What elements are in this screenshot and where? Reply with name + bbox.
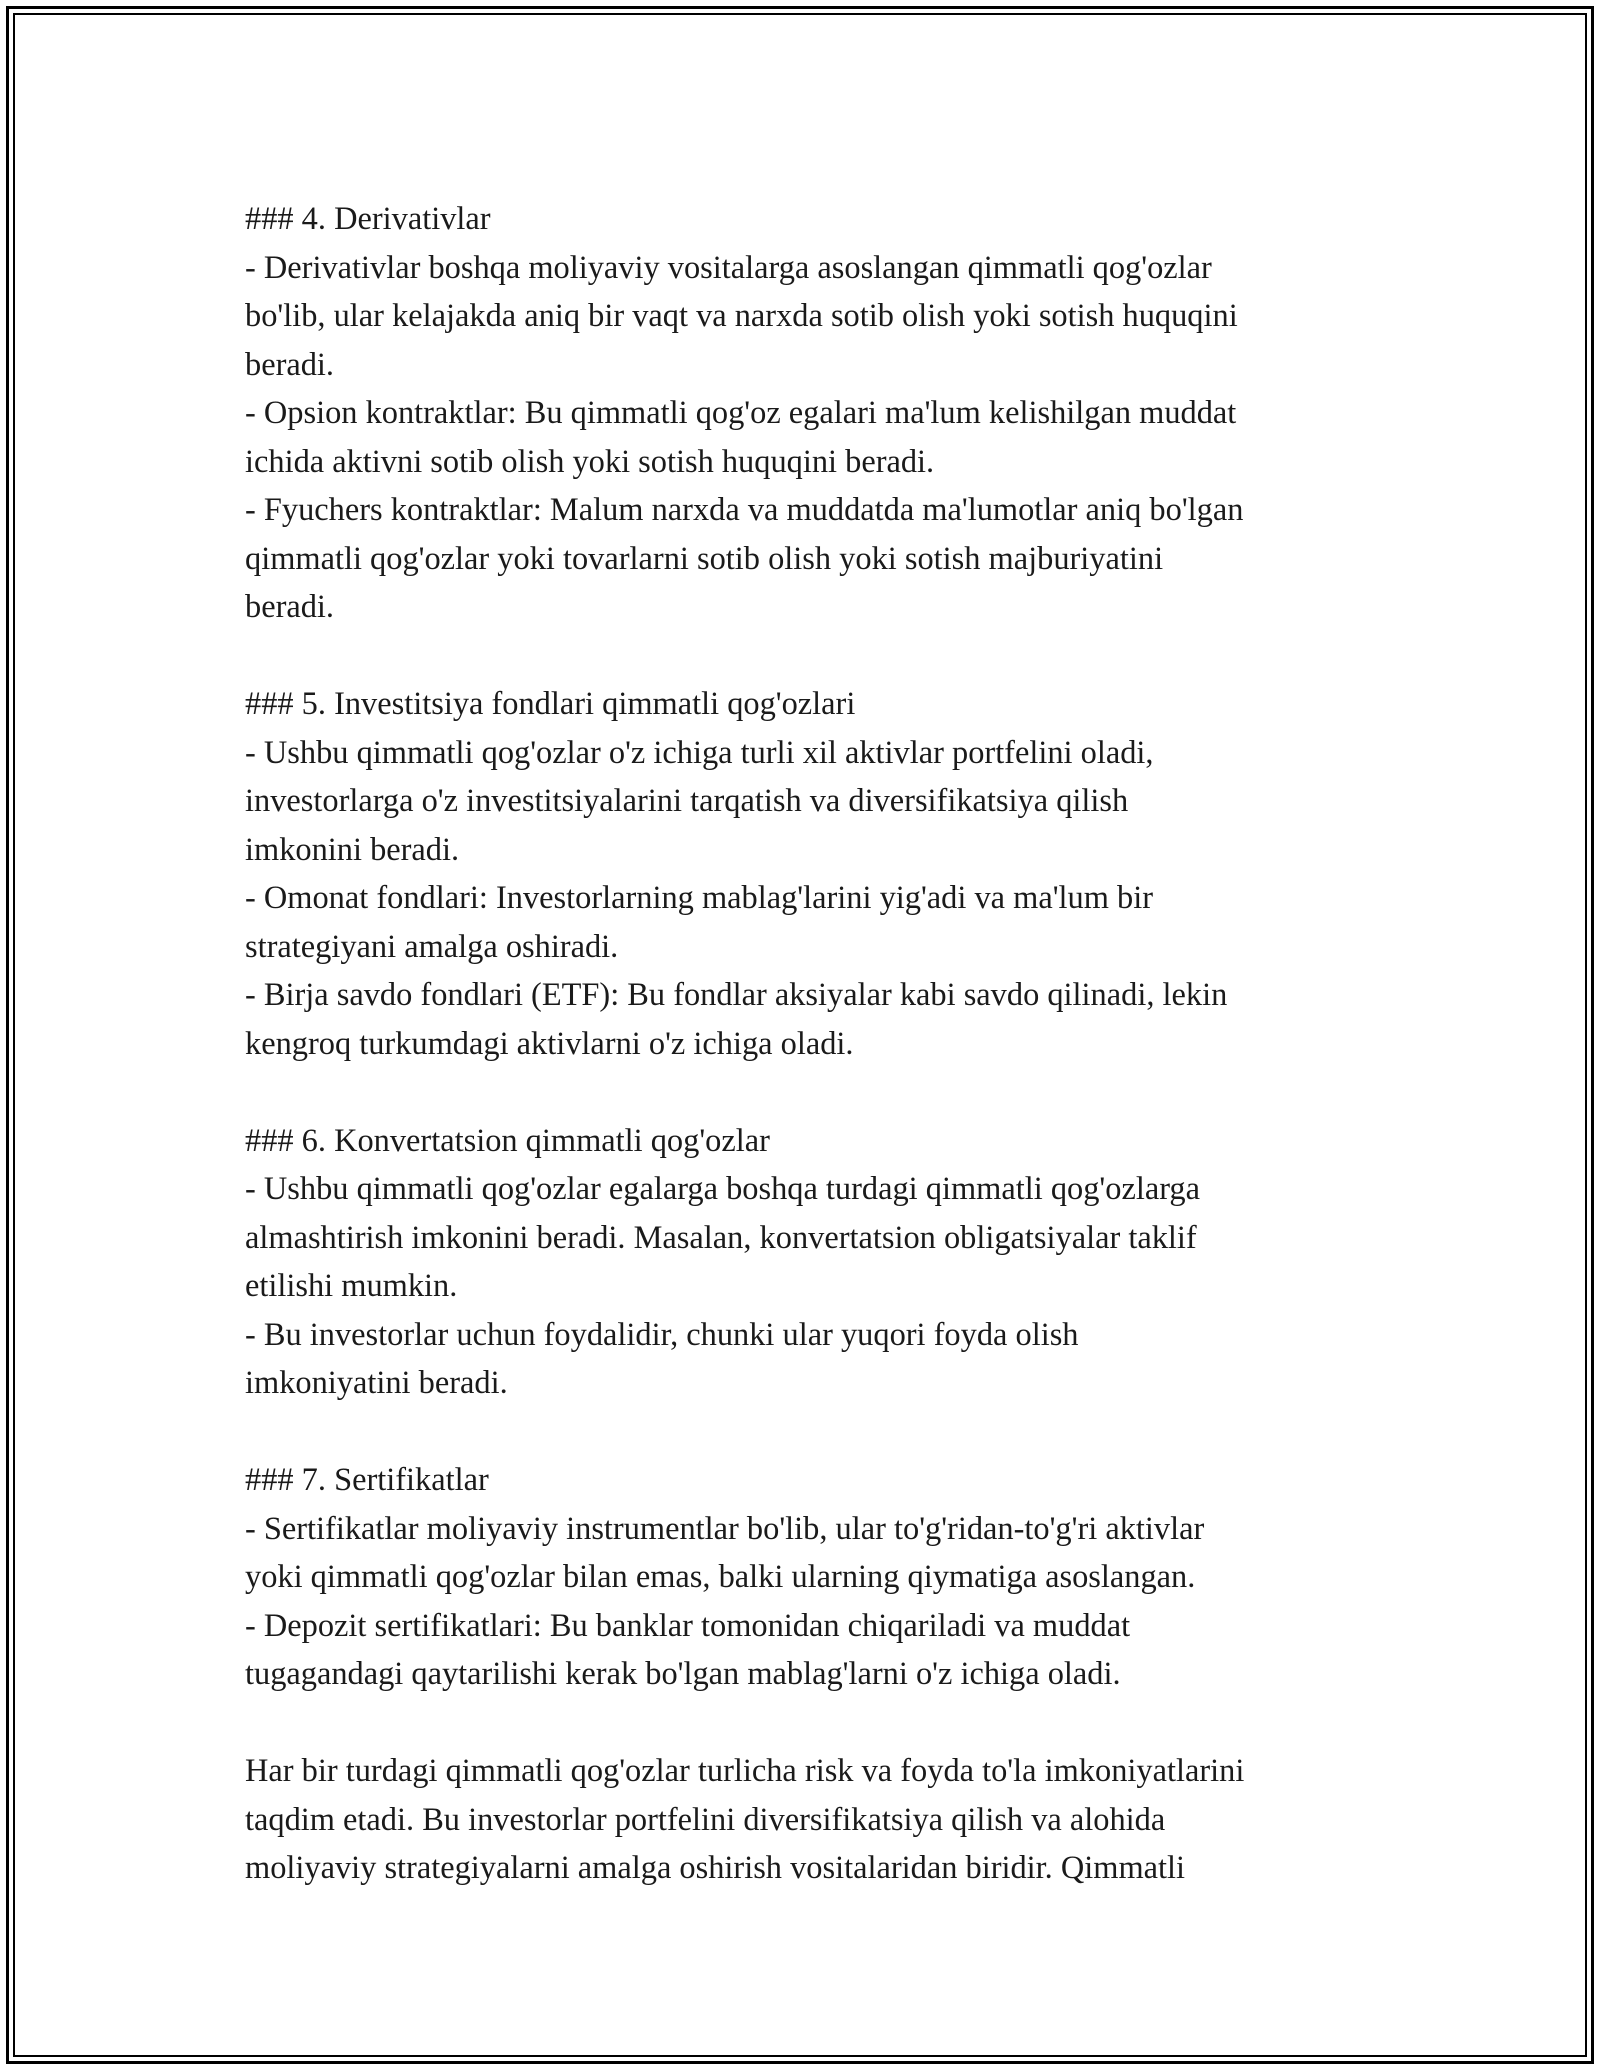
document-body	[245, 195, 1415, 1893]
section-investitsiya-fondlari	[245, 680, 1415, 1068]
text-line: Har bir turdagi qimmatli qog'ozlar turlicha risk va foyda to'la imkoniyatlarini	[245, 1753, 1245, 1789]
section-heading: ### 4. Derivativlar	[245, 201, 491, 237]
text-line: - Sertifikatlar moliyaviy instrumentlar bo'lib, ular to'g'ridan-to'g'ri aktivlar	[245, 1510, 1205, 1547]
section-heading: ### 6. Konvertatsion qimmatli qog'ozlar	[245, 1122, 770, 1159]
section-heading: ### 5. Investitsiya fondlari qimmatli qog'ozlari	[245, 686, 856, 722]
text-line: bo'lib, ular kelajakda aniq bir vaqt va narxda sotib olish yoki sotish huquqini	[245, 298, 1238, 334]
text-line: yoki qimmatli qog'ozlar bilan emas, balki ularning qiymatiga asoslangan.	[245, 1559, 1196, 1595]
text-line: - Fyuchers kontraktlar: Malum narxda va muddatda ma'lumotlar aniq bo'lgan	[245, 492, 1244, 528]
text-line: ichida aktivni sotib olish yoki sotish huquqini beradi.	[245, 443, 935, 480]
text-line: - Bu investorlar uchun foydalidir, chunki ular yuqori foyda olish	[245, 1316, 1079, 1353]
paragraph-spacer	[245, 632, 1415, 681]
text-line: imkonini beradi.	[245, 831, 460, 868]
text-line: beradi.	[245, 346, 335, 383]
paragraph-spacer	[245, 1068, 1415, 1117]
text-line: - Ushbu qimmatli qog'ozlar egalarga boshqa turdagi qimmatli qog'ozlarga	[245, 1171, 1200, 1207]
text-line: - Depozit sertifikatlari: Bu banklar tomonidan chiqariladi va muddat	[245, 1607, 1131, 1644]
text-line: almashtirish imkonini beradi. Masalan, konvertatsion obligatsiyalar taklif	[245, 1219, 1197, 1256]
text-line: etilishi mumkin.	[245, 1268, 458, 1304]
text-line: - Birja savdo fondlari (ETF): Bu fondlar aksiyalar kabi savdo qilinadi, lekin	[245, 977, 1228, 1013]
section-sertifikatlar	[245, 1456, 1415, 1699]
text-line: imkoniyatini beradi.	[245, 1365, 508, 1401]
text-line: strategiyani amalga oshiradi.	[245, 928, 619, 965]
text-line: tugagandagi qaytarilishi kerak bo'lgan mablag'larni o'z ichiga oladi.	[245, 1656, 1121, 1692]
paragraph-spacer	[245, 1699, 1415, 1748]
text-line: - Ushbu qimmatli qog'ozlar o'z ichiga turli xil aktivlar portfelini oladi,	[245, 734, 1154, 771]
section-konvertatsion	[245, 1117, 1415, 1408]
text-line: qimmatli qog'ozlar yoki tovarlarni sotib olish yoki sotish majburiyatini	[245, 540, 1164, 577]
text-line: investorlarga o'z investitsiyalarini tarqatish va diversifikatsiya qilish	[245, 783, 1129, 819]
text-line: - Derivativlar boshqa moliyaviy vositalarga asoslangan qimmatli qog'ozlar	[245, 249, 1212, 286]
text-line: beradi.	[245, 589, 335, 625]
section-derivativlar	[245, 195, 1415, 632]
text-line: kengroq turkumdagi aktivlarni o'z ichiga oladi.	[245, 1025, 854, 1062]
text-line: - Omonat fondlari: Investorlarning mablag'larini yig'adi va ma'lum bir	[245, 880, 1154, 916]
page-frame	[6, 6, 1594, 2064]
text-line: taqdim etadi. Bu investorlar portfelini diversifikatsiya qilish va alohida	[245, 1801, 1166, 1838]
section-heading: ### 7. Sertifikatlar	[245, 1462, 489, 1498]
text-line: - Opsion kontraktlar: Bu qimmatli qog'oz egalari ma'lum kelishilgan muddat	[245, 395, 1237, 431]
paragraph-spacer	[245, 1408, 1415, 1457]
text-line: moliyaviy strategiyalarni amalga oshirish vositalaridan biridir. Qimmatli	[245, 1850, 1186, 1886]
conclusion-paragraph	[245, 1747, 1415, 1893]
